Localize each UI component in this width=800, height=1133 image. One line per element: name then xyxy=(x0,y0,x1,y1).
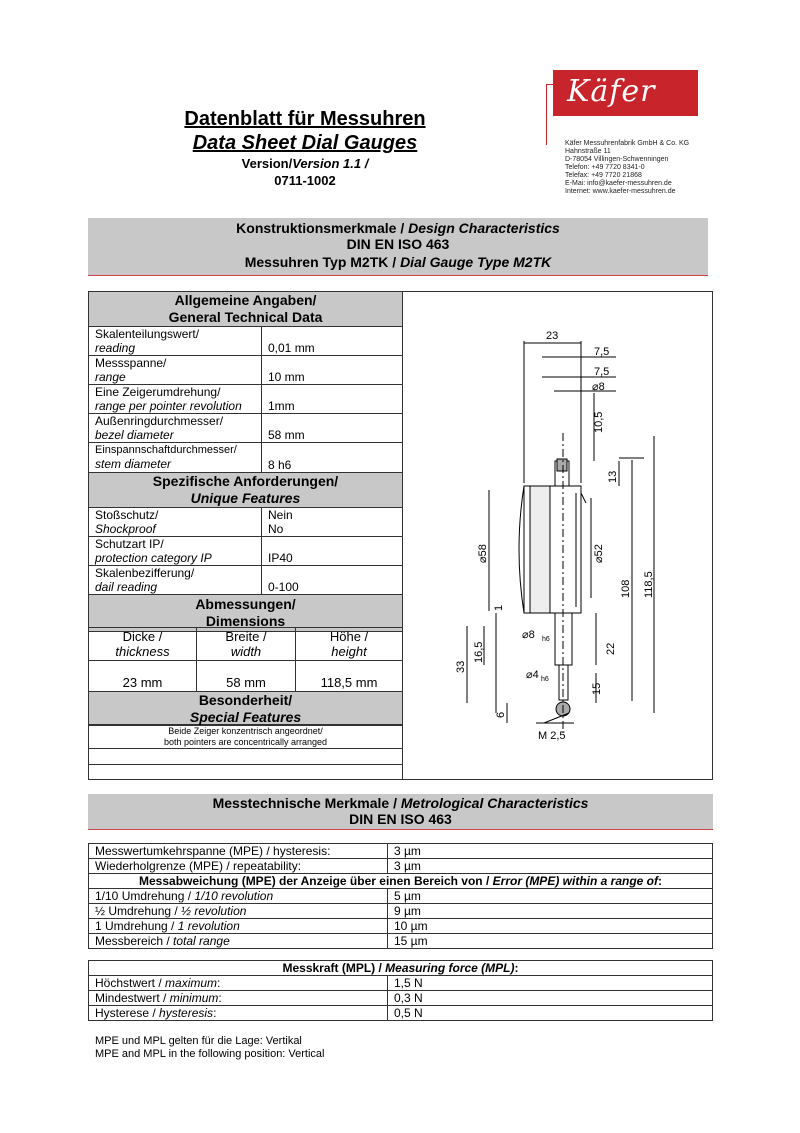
case-edge xyxy=(581,493,586,503)
label-8: ⌀8 xyxy=(592,381,605,393)
leader-m2-5 xyxy=(544,713,569,723)
label-23: 23 xyxy=(546,330,559,342)
label-118-5: 118,5 xyxy=(643,571,655,598)
unique-heading: Spezifische Anforderungen/ Unique Features xyxy=(89,473,403,508)
special-heading: Besonderheit/ Special Features xyxy=(88,691,403,725)
metrological-band: Messtechnische Merkmale / Metrological Characteristics DIN EN ISO 463 xyxy=(88,794,713,830)
table-row: Stoßschutz/ Shockproof Nein No xyxy=(89,508,403,537)
metrology-table xyxy=(88,843,713,949)
footer-note: MPE und MPL gelten für die Lage: Vertikal MPE and MPL in the following position: Vertical xyxy=(95,1035,325,1060)
label-7-5a: 7,5 xyxy=(594,346,610,358)
table-row: 1 Umdrehung / 1 revolution 10 µm xyxy=(89,919,713,934)
label-22: 22 xyxy=(605,642,617,655)
label-15: 15 xyxy=(591,682,603,695)
table-row: Eine Zeigerumdrehung/ range per pointer revolution 1mm xyxy=(89,385,403,414)
label-h6b: h6 xyxy=(541,676,549,683)
table-row: Skalenteilungswert/ reading 0,01 mm xyxy=(89,327,403,356)
label-13: 13 xyxy=(607,470,619,483)
dial-gauge-drawing xyxy=(404,293,710,778)
label-m2-5: M 2,5 xyxy=(538,730,566,742)
doc-number: 0711-1002 xyxy=(274,173,336,188)
special-text: Beide Zeiger konzentrisch angeordnet/ both pointers are concentrically arranged xyxy=(88,725,403,749)
label-58: ⌀58 xyxy=(477,544,489,563)
top-cap xyxy=(557,459,567,471)
company-logo: Käfer xyxy=(553,70,698,116)
label-6: 6 xyxy=(495,711,507,718)
dimensions-heading: Abmessungen/ Dimensions xyxy=(89,595,403,632)
general-heading: Allgemeine Angaben/ General Technical Data xyxy=(89,292,403,327)
label-108: 108 xyxy=(620,579,632,598)
label-8-stem: ⌀8 xyxy=(522,629,535,641)
design-characteristics-band: Konstruktionsmerkmale / Design Characteristics DIN EN ISO 463 Messuhren Typ M2TK / Dial Gauge Type M2TK xyxy=(88,218,708,276)
empty-row xyxy=(88,749,403,765)
label-10-5: 10,5 xyxy=(593,411,605,433)
table-row: Mindestwert / minimum: 0,3 N xyxy=(89,991,713,1006)
label-h6a: h6 xyxy=(542,636,550,643)
error-header: Messabweichung (MPE) der Anzeige über einen Bereich von / Error (MPE) within a range of: xyxy=(89,874,713,889)
dimensions-table: Dicke / thickness Breite / width Höhe / height 23 mm 58 mm 118,5 mm xyxy=(88,627,403,692)
table-row: Höchstwert / maximum: 1,5 N xyxy=(89,976,713,991)
table-row: Wiederholgrenze (MPE) / repeatability: 3 µm xyxy=(89,859,713,874)
gauge-bezel-curve xyxy=(519,486,524,613)
general-data-table xyxy=(88,291,403,632)
label-1: 1 xyxy=(493,604,505,611)
force-header: Messkraft (MPL) / Measuring force (MPL): xyxy=(89,961,713,976)
title-en: Data Sheet Dial Gauges xyxy=(192,132,418,154)
table-row: Skalenbezifferung/ dail reading 0-100 xyxy=(89,566,403,595)
label-4-spindle: ⌀4 xyxy=(526,669,539,681)
table-row: Messspanne/ range 10 mm xyxy=(89,356,403,385)
label-52: ⌀52 xyxy=(593,544,605,563)
table-row: 1/10 Umdrehung / 1/10 revolution 5 µm xyxy=(89,889,713,904)
table-row: ½ Umdrehung / ½ revolution 9 µm xyxy=(89,904,713,919)
label-33: 33 xyxy=(455,660,467,673)
table-row: Einspannschaftdurchmesser/ stem diameter 8 h6 xyxy=(89,443,403,473)
label-16-5: 16,5 xyxy=(473,641,485,663)
table-row: Messwertumkehrspanne (MPE) / hysteresis: 3 µm xyxy=(89,844,713,859)
version-line: Version/Version 1.1 / xyxy=(241,156,369,171)
label-7-5b: 7,5 xyxy=(594,366,610,378)
table-row: Außenringdurchmesser/ bezel diameter 58 mm xyxy=(89,414,403,443)
bezel-knurl xyxy=(530,486,550,613)
table-row: Schutzart IP/ protection category IP IP40 xyxy=(89,537,403,566)
title-de: Datenblatt für Messuhren xyxy=(184,108,426,130)
company-address: Käfer Messuhrenfabrik GmbH & Co. KG Hahnstraße 11 D-78054 Villingen-Schwenningen Telefon: +49 7720 8341-0 Telefax: +49 7720 21868 E-Mai: info@kaefer-messuhren.de Internet: www.kaefer-messuhren.de xyxy=(565,140,690,195)
table-row: Hysterese / hysteresis: 0,5 N xyxy=(89,1006,713,1021)
table-row: Messbereich / total range 15 µm xyxy=(89,934,713,949)
force-table xyxy=(88,960,713,1021)
